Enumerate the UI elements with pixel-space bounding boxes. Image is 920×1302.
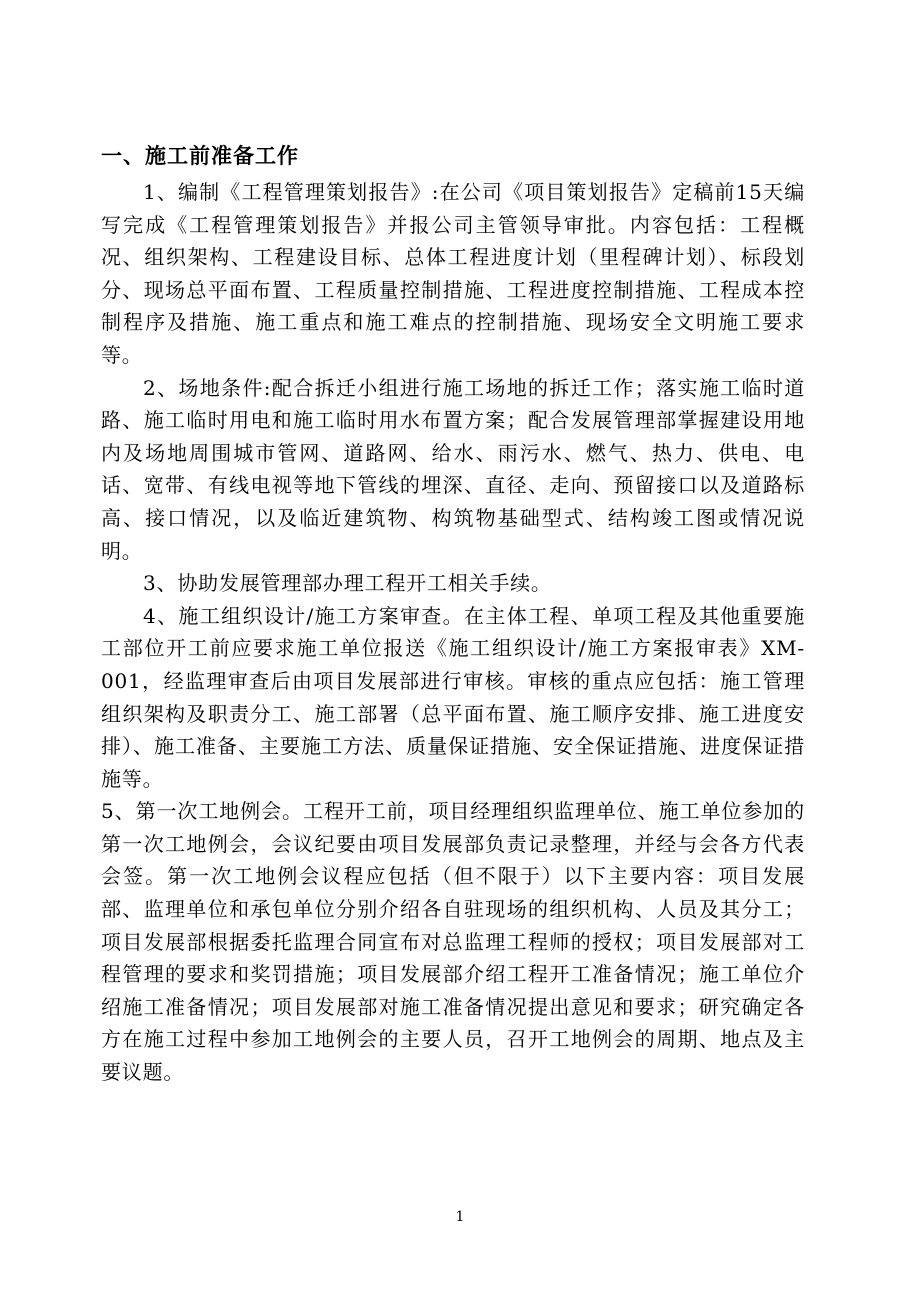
section-heading: 一、施工前准备工作 <box>101 144 299 168</box>
document-body <box>101 176 805 1089</box>
paragraph-2-site-conditions: 2、场地条件:配合拆迁小组进行施工场地的拆迁工作；落实施工临时道路、施工临时用电和施工临时用水布置方案；配合发展管理部掌握建设用地内及场地周围城市管网、道路网、给水、雨污水、燃气、热力、供电、电话、宽带、有线电视等地下管线的埋深、直径、走向、预留接口以及道路标高、接口情况，以及临近建筑物、构筑物基础型式、结构竣工图或情况说明。 <box>101 375 805 563</box>
paragraph-4-construction-plan-review: 4、施工组织设计/施工方案审查。在主体工程、单项工程及其他重要施工部位开工前应要求施工单位报送《施工组织设计/施工方案报审表》XM-001，经监理审查后由项目发展部进行审核。审核的重点应包括：施工管理组织架构及职责分工、施工部署（总平面布置、施工顺序安排、施工进度安排）、施工准备、主要施工方法、质量保证措施、安全保证措施、进度保证措施等。 <box>101 603 805 791</box>
paragraph-5-first-site-meeting: 5、第一次工地例会。工程开工前，项目经理组织监理单位、施工单位参加的第一次工地例会，会议纪要由项目发展部负责记录整理，并经与会各方代表会签。第一次工地例会议程应包括（但不限于）以下主要内容：项目发展部、监理单位和承包单位分别介绍各自驻现场的组织机构、人员及其分工；项目发展部根据委托监理合同宣布对总监理工程师的授权；项目发展部对工程管理的要求和奖罚措施；项目发展部介绍工程开工准备情况；施工单位介绍施工准备情况；项目发展部对施工准备情况提出意见和要求；研究确定各方在施工过程中参加工地例会的主要人员，召开工地例会的周期、地点及主要议题。 <box>101 799 805 1085</box>
paragraph-1-management-plan-report: 1、编制《工程管理策划报告》:在公司《项目策划报告》定稿前15天编写完成《工程管理策划报告》并报公司主管领导审批。内容包括：工程概况、组织架构、工程建设目标、总体工程进度计划（里程碑计划）、标段划分、现场总平面布置、工程质量控制措施、工程进度控制措施、工程成本控制程序及措施、施工重点和施工难点的控制措施、现场安全文明施工要求等。 <box>101 180 805 367</box>
paragraph-3-commencement-procedures: 3、协助发展管理部办理工程开工相关手续。 <box>143 571 552 596</box>
page-number: 1 <box>455 1209 465 1225</box>
